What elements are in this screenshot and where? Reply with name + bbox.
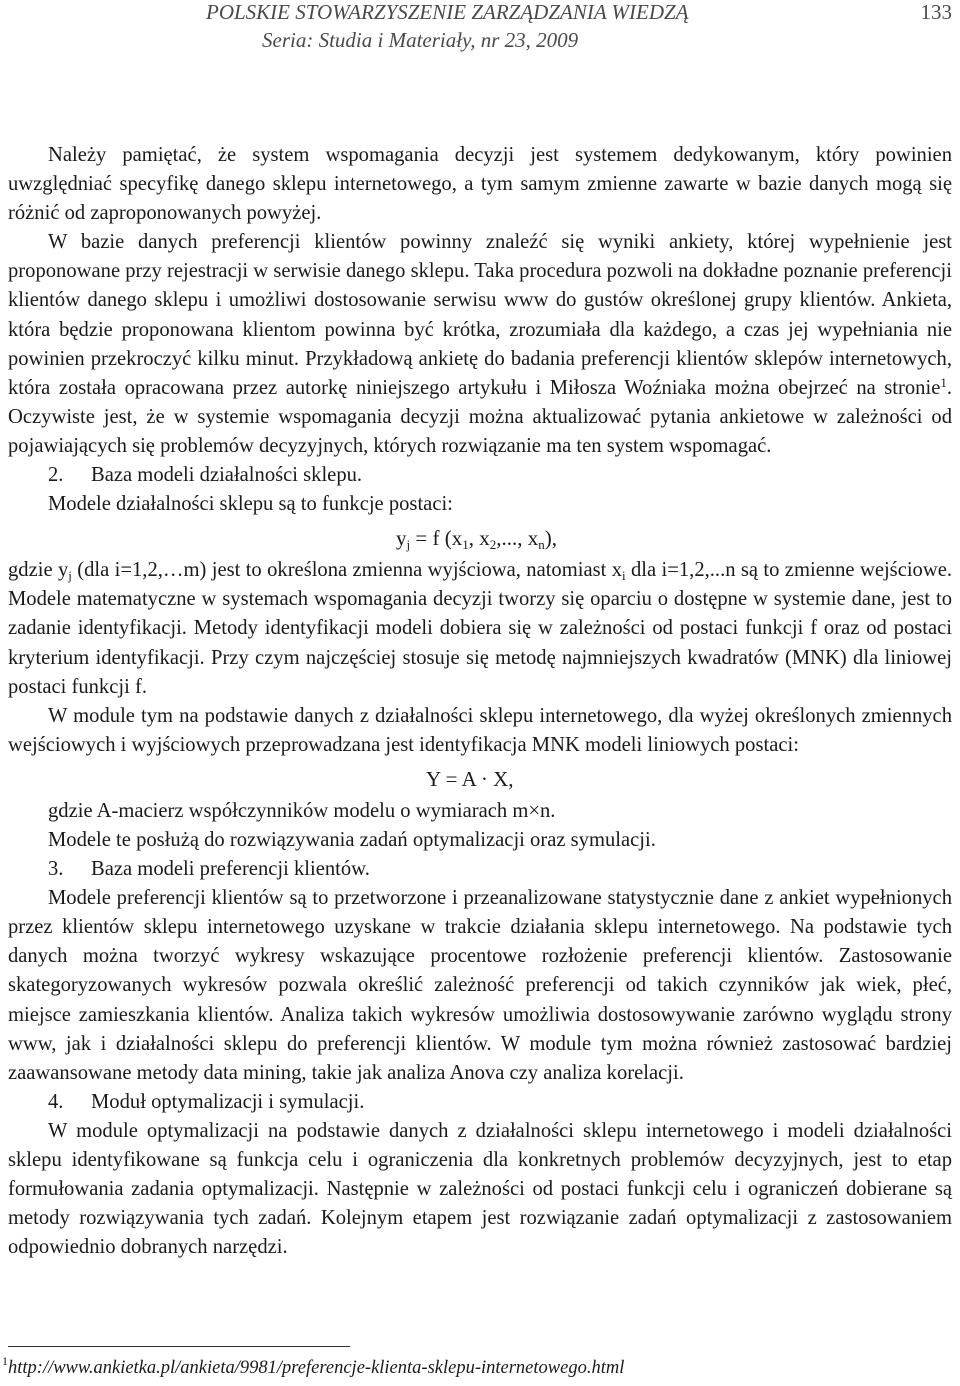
- section-title: Moduł optymalizacji i symulacji.: [91, 1090, 365, 1113]
- section-title: Baza modeli preferencji klientów.: [91, 858, 370, 881]
- section-number: 2.: [48, 464, 64, 487]
- article-body: [8, 141, 952, 1262]
- page-number: 133: [920, 0, 952, 24]
- paragraph-2-text-a: W bazie danych preferencji klientów powinny znaleźć się wyniki ankiety, której wypełnienie jest proponowane przy rejestracji w serwisie danego sklepu. Taka procedura pozwoli na dokładne poznanie preferencji klientów danego sklepu i umożliwi dostosowanie serwisu www do gustów określonej grupy klientów. Ankieta, która będzie proponowana klientom powinna być krótka, zrozumiała dla każdego, a czas jej wypełniania nie powinien przekroczyć kilku minut. Przykładową ankietę do badania preferencji klientów sklepów internetowych, która została opracowana przez autorkę niniejszego artykułu i Miłosza Woźniaka można obejrzeć na stronie: [8, 231, 952, 399]
- footnote-reference[interactable]: 1: [940, 374, 947, 390]
- paragraph-2-text-b: . Oczywiste jest, że w systemie wspomagania decyzji można aktualizować pytania ankietowe w zależności od pojawiających się problemów decyzyjnych, których rozwiązanie ma ten system wspomagać.: [8, 376, 952, 457]
- paragraph-6: gdzie A-macierz współczynników modelu o wymiarach m×n.: [48, 799, 556, 822]
- paragraph-7: Modele te posłużą do rozwiązywania zadań optymalizacji oraz symulacji.: [48, 828, 656, 851]
- section-number: 3.: [48, 858, 64, 881]
- footnote-separator: [8, 1346, 350, 1347]
- section-heading-4: [8, 1088, 952, 1117]
- footnote: [2, 1356, 624, 1380]
- formula-model-function: $y_j = f$ ($x_1$, $x_2$,..., $x_n$),: [396, 526, 557, 553]
- paragraph-9: W module optymalizacji na podstawie danych z działalności sklepu internetowego i modeli działalności sklepu identyfikowane są funkcja celu i ograniczenia dla konkretnych problemów decyzyjnych, jest to etap formułowania zadania optymalizacji. Następnie w zależności od postaci funkcji celu i ograniczeń dobierane są metody rozwiązywania tych zadań. Kolejnym etapem jest rozwiązanie zadań optymalizacji z zastosowaniem odpowiednio dobranych narzędzi.: [8, 1119, 952, 1259]
- running-header-title: POLSKIE STOWARZYSZENIE ZARZĄDZANIA WIEDZĄ: [206, 0, 689, 24]
- paragraph-4: gdzie $y_j$ (dla i=1,2,…m) jest to określona zmienna wyjściowa, natomiast $x_i$ dla i=1,2,...n są to zmienne wejściowe. Modele matematyczne w systemach wspomagania decyzji tworzy się oparciu o dostępne w systemie dane, jest to zadanie identyfikacji. Metody identyfikacji modeli dobiera się w zależności od postaci funkcji f oraz od postaci kryterium identyfikacji. Przy czym najczęściej stosuje się metodę najmniejszych kwadratów (MNK) dla liniowej postaci funkcji f.: [8, 559, 953, 698]
- paragraph-1: Należy pamiętać, że system wspomagania decyzji jest systemem dedykowanym, który powinien uwzględniać specyfikę danego sklepu internetowego, a tym samym zmienne zawarte w bazie danych mogą się różnić od zaproponowanych powyżej.: [8, 144, 952, 225]
- paragraph-8: Modele preferencji klientów są to przetworzone i przeanalizowane statystycznie dane z ankiet wypełnionych przez klientów sklepu internetowego uzyskane w trakcie działania sklepu internetowego. Na podstawie tych danych można tworzyć wykresy wskazujące procentowe rozłożenie preferencji klientów. Zastosowanie skategoryzowanych wykresów pozwala określić zależność preferencji od takich czynników jak wiek, płeć, miejsce zamieszkania klientów. Analiza takich wykresów umożliwia dostosowywanie zarówno wyglądu strony www, jak i działalności sklepu do preferencji klientów. W module tym można również zastosować bardziej zaawansowane metody data mining, takie jak analiza Anova czy analiza korelacji.: [8, 887, 952, 1084]
- footnote-mark: 1: [2, 1354, 8, 1368]
- section-number: 4.: [48, 1090, 64, 1113]
- section-heading-2: [8, 461, 952, 490]
- section-heading-3: [8, 855, 952, 884]
- footnote-link[interactable]: http://www.ankietka.pl/ankieta/9981/preferencje-klienta-sklepu-internetowego.html: [8, 1358, 625, 1378]
- running-header-series: Seria: Studia i Materiały, nr 23, 2009: [262, 28, 579, 52]
- paragraph-3: Modele działalności sklepu są to funkcje postaci:: [48, 493, 453, 516]
- formula-linear-model: Y = A · X,: [426, 766, 514, 791]
- section-title: Baza modeli działalności sklepu.: [91, 464, 363, 487]
- paragraph-2: [8, 228, 952, 461]
- paragraph-5: W module tym na podstawie danych z działalności sklepu internetowego, dla wyżej określonych zmiennych wejściowych i wyjściowych przeprowadzana jest identyfikacja MNK modeli liniowych postaci:: [8, 704, 952, 756]
